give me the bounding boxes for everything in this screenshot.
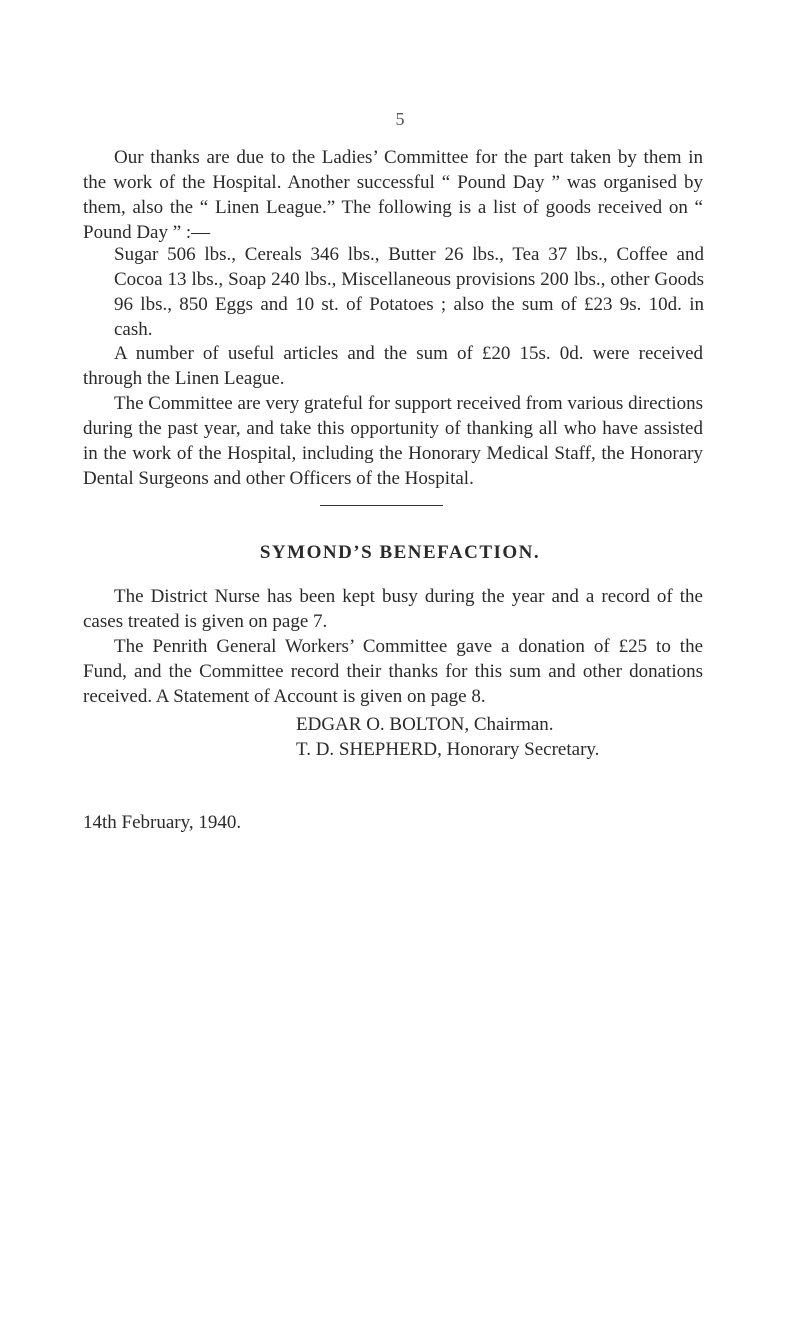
section-heading: SYMOND’S BENEFACTION. [259,542,541,563]
chairman-signature: EDGAR O. BOLTON, Chairman. [296,714,554,735]
gratitude-paragraph: The Committee are very grateful for support received from various directions during the past year, and take this opportunity of thanking all who have assisted in the work of the Hospital, including the Honorary Medical Staff, the Honorary Dental Surgeons and other Officers of the Hospital. [83,393,703,489]
penrith-donation-paragraph: The Penrith General Workers’ Committee gave a donation of £25 to the Fund, and the Committee record their thanks for this sum and other donations received. A Statement of Account is given on page 8. [83,636,703,707]
secretary-signature: T. D. SHEPHERD, Honorary Secretary. [296,739,600,760]
document-date: 14th February, 1940. [83,812,242,833]
linen-league-paragraph: A number of useful articles and the sum of £20 15s. 0d. were received through the Linen League. [83,343,703,389]
pound-day-goods-list: Sugar 506 lbs., Cereals 346 lbs., Butter 26 lbs., Tea 37 lbs., Coffee and Cocoa 13 lbs., Soap 240 lbs., Miscellaneous provisions 200 lbs., other Goods 96 lbs., 850 Eggs and 10 st. of Potatoes ; also the sum of £23 9s. 10d. in cash. [114,244,704,340]
section-divider [320,505,443,506]
ladies-committee-paragraph: Our thanks are due to the Ladies’ Committee for the part taken by them in the work of the Hospital. Another successful “ Pound Day ” was organised by them, also the “ Linen League.” The following is a list of goods received on “ Pound Day ” :— [83,147,703,243]
page-number: 5 [395,109,405,129]
district-nurse-paragraph: The District Nurse has been kept busy during the year and a record of the cases treated is given on page 7. [83,586,703,632]
